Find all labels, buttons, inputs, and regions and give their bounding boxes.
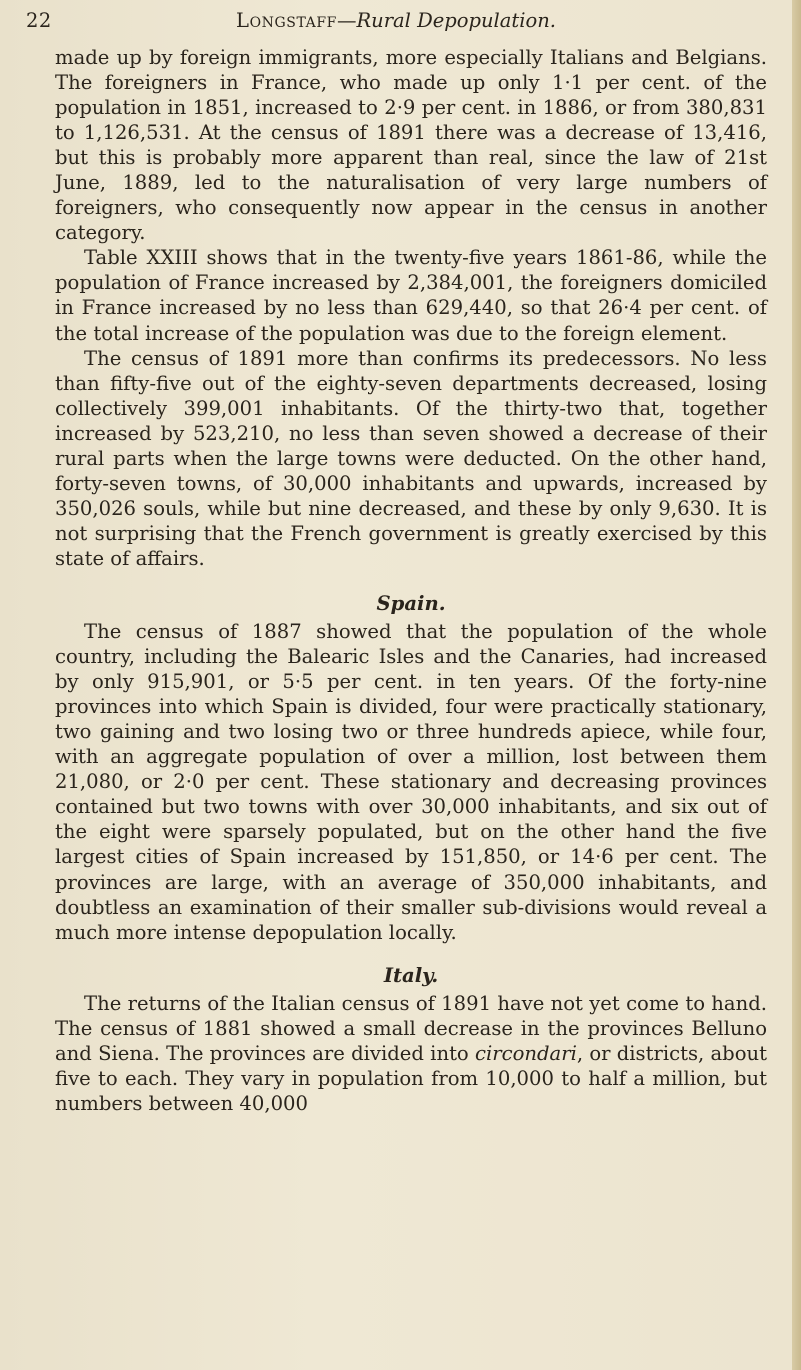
paragraph-spain: The census of 1887 showed that the population of the whole country, including the Balearic Isles and the Canaries, had increased by only 915,901, or 5·5 per cent. in ten years. Of the forty-nine provinces into which Spain is divided, four were practically stationary, two gaining and two losing two or three hundreds apiece, while four, with an aggregate population of over a million, lost between them 21,080, or 2·0 per cent. These stationary and decreasing provinces contained but two towns with over 30,000 inhabitants, and six out of the eight were sparsely populated, but on the other hand the five largest cities of Spain increased by 151,850, or 14·6 per cent. The provinces are large, with an average of 350,000 inhabitants, and doubtless an examination of their smaller sub-divisions would reveal a much more intense depopulation locally. <box>55 620 767 944</box>
italy-term-circondari: circondari <box>474 1041 577 1065</box>
running-title-separator: — <box>336 9 357 32</box>
page-edge <box>792 0 801 1370</box>
italy-text-rest: , or districts, about five to each. They vary in population from 10,000 to half a million, but numbers between 40,000 <box>55 1041 767 1115</box>
paragraph-census-1891: The census of 1891 more than confirms its predecessors. No less than fifty-five out of the eighty-seven departments decreased, losing collectively 399,001 inhabitants. Of the thirty-two that, together increased by 523,210, no less than seven showed a decrease of their rural parts when the large towns were deducted. On the other hand, forty-seven towns, of 30,000 inhabitants and upwards, increased by 350,026 souls, while but nine decreased, and these by only 9,630. It is not surprising that the French government is greatly exercised by this state of affairs. <box>55 346 767 570</box>
italy-text-intro: The returns of the Italian census of 1891 have not yet come to hand. The census of 1881 showed a small decrease in the provinces Belluno and Siena. The provinces are divided into <box>55 991 767 1065</box>
paragraph-table-xxiii: Table XXIII shows that in the twenty-five years 1861-86, while the population of France increased by 2,384,001, the foreigners domiciled in France increased by no less than 629,440, so that 26·4 per cent. of the total increase of the population was due to the foreign element. <box>55 246 767 345</box>
running-title-author: Longstaff <box>236 9 337 32</box>
paragraph-france-foreigners: made up by foreign immigrants, more especially Italians and Belgians. The foreigners in France, who made up only 1·1 per cent. of the population in 1851, increased to 2·9 per cent. in 1886, or from 380,831 to 1,126,531. At the census of 1891 there was a decrease of 13,416, but this is probably more apparent than real, since the law of 21st June, 1889, led to the naturalisation of very large numbers of foreigners, who consequently now appear in the census in another category. <box>55 46 767 245</box>
section-heading-spain: Spain. <box>376 591 446 615</box>
running-title-subject: Rural Depopulation. <box>356 9 556 32</box>
body-text <box>55 45 767 1116</box>
paragraph-italy <box>55 991 767 1116</box>
section-heading-italy: Italy. <box>383 963 439 987</box>
running-header <box>26 6 766 36</box>
running-title <box>26 6 766 36</box>
page-number: 22 <box>26 9 52 32</box>
